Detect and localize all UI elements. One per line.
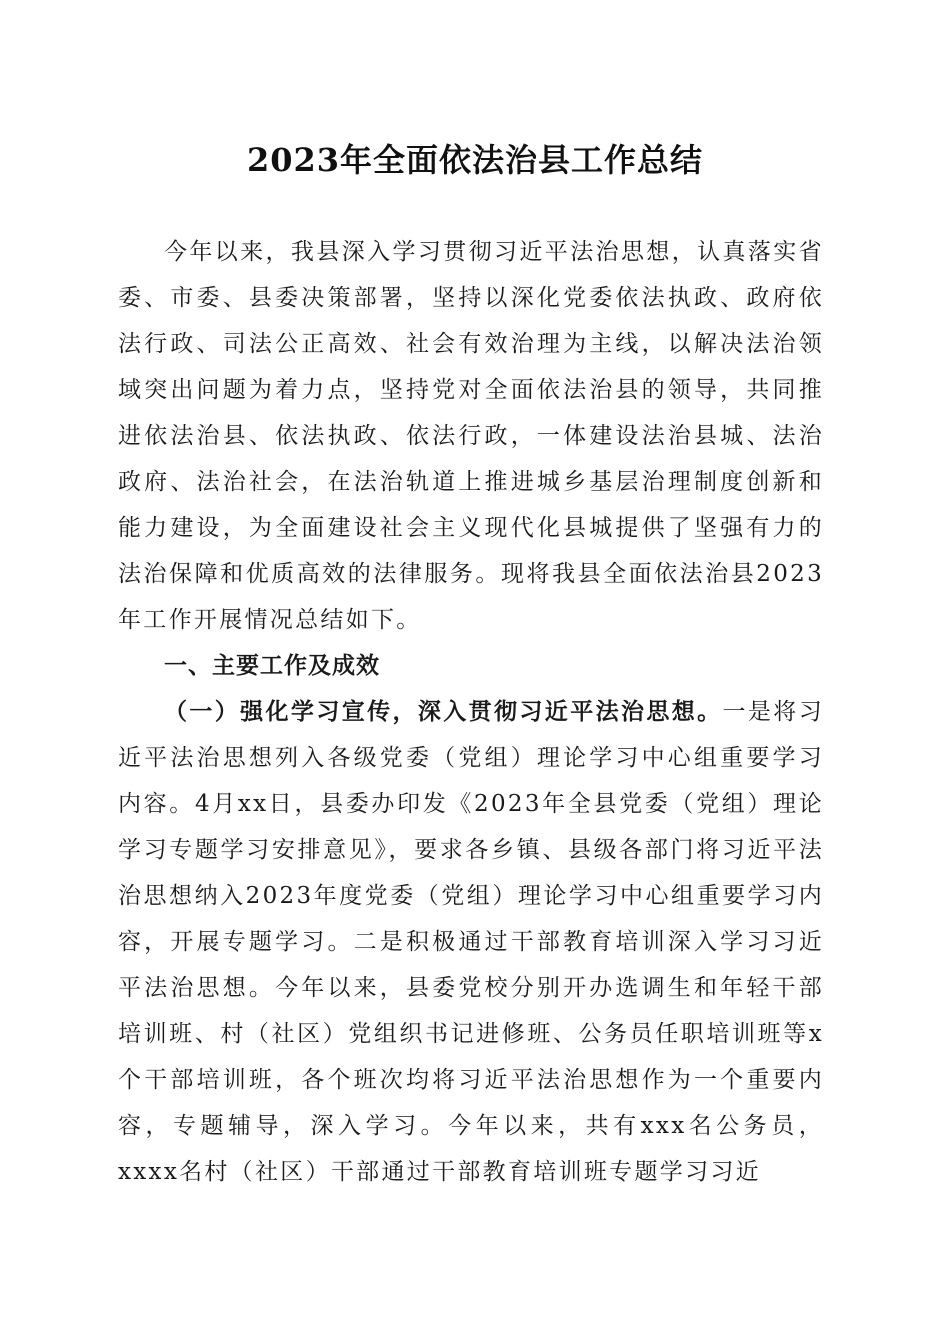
document-body <box>118 229 824 1195</box>
subsection-heading: （一）强化学习宣传，深入贯彻习近平法治思想。 <box>164 698 723 725</box>
subsection-body: 一是将习近平法治思想列入各级党委（党组）理论学习中心组重要学习内容。4月xx日，县委办印发《2023年全县党委（党组）理论学习专题学习安排意见》，要求各乡镇、县级各部门将习近平法治思想纳入2023年度党委（党组）理论学习中心组重要学习内容，开展专题学习。二是积极通过干部教育培训深入学习习近平法治思想。今年以来，县委党校分别开办选调生和年轻干部培训班、村（社区）党组织书记进修班、公务员任职培训班等x个干部培训班，各个班次均将习近平法治思想作为一个重要内容，专题辅导，深入学习。今年以来，共有xxx名公务员，xxxx名村（社区）干部通过干部教育培训班专题学习习近 <box>118 699 824 1185</box>
section-heading: 一、主要工作及成效 <box>164 653 380 679</box>
document-title: 2023年全面依法治县工作总结 <box>246 141 704 179</box>
intro-paragraph: 今年以来，我县深入学习贯彻习近平法治思想，认真落实省委、市委、县委决策部署，坚持以深化党委依法执政、政府依法行政、司法公正高效、社会有效治理为主线，以解决法治领域突出问题为着力点，坚持党对全面依法治县的领导，共同推进依法治县、依法执政、依法行政，一体建设法治县城、法治政府、法治社会，在法治轨道上推进城乡基层治理制度创新和能力建设，为全面建设社会主义现代化县城提供了坚强有力的法治保障和优质高效的法律服务。现将我县全面依法治县2023年工作开展情况总结如下。 <box>118 239 824 633</box>
subsection-paragraph <box>118 689 824 1195</box>
